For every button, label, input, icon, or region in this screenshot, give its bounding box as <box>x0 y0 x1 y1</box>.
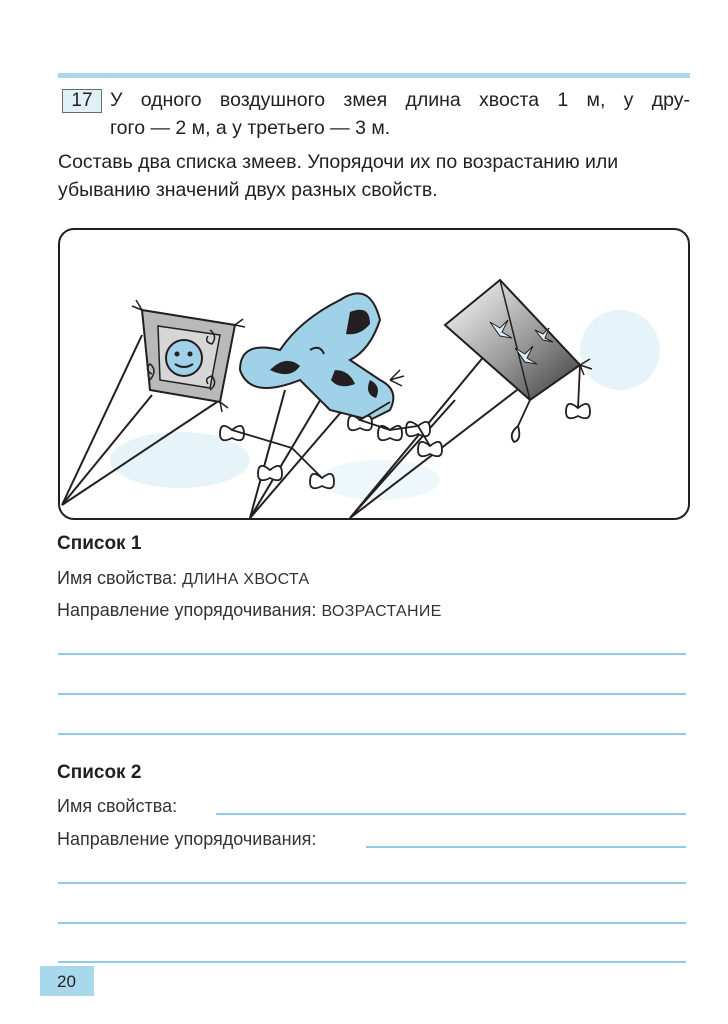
list1-property-row <box>57 568 309 589</box>
top-accent-rule <box>58 73 690 78</box>
task-statement-line1: У одного воздушного змея длина хвоста 1 м, у дру- <box>110 89 690 111</box>
kites-illustration <box>58 228 690 520</box>
list2-answer-line-2[interactable] <box>58 922 686 924</box>
page-number: 20 <box>57 972 76 991</box>
list2-answer-line-3[interactable] <box>58 961 686 963</box>
task-instruction: Составь два списка змеев. Упорядочи их по возрастанию или убыванию значений двух разных свойств. <box>58 151 619 201</box>
list1-property-value[interactable]: ДЛИНА ХВОСТА <box>182 571 310 588</box>
task-number-badge: 17 <box>62 89 102 113</box>
list1-answer-line-1[interactable] <box>58 653 686 655</box>
list2-direction-input-line[interactable] <box>366 846 686 848</box>
list1-heading: Список 1 <box>57 533 142 554</box>
list1-direction-row <box>57 600 442 621</box>
kite-3 <box>445 280 592 400</box>
task-statement-line2: гого — 2 м, а у третьего — 3 м. <box>110 117 391 139</box>
list1-property-label: Имя свойства: <box>57 568 178 588</box>
list1-answer-line-2[interactable] <box>58 693 686 695</box>
list1-direction-label: Направление упорядочивания: <box>57 600 317 620</box>
kite-1 <box>132 300 245 412</box>
kites-drawing <box>60 230 688 518</box>
list2-direction-label: Направление упорядочивания: <box>57 829 317 849</box>
list1-direction-value[interactable]: ВОЗРАСТАНИЕ <box>321 603 442 620</box>
list1-answer-line-3[interactable] <box>58 733 686 735</box>
list2-answer-line-1[interactable] <box>58 882 686 884</box>
list2-property-label: Имя свойства: <box>57 796 178 816</box>
kite-2 <box>240 293 404 420</box>
list2-property-input-line[interactable] <box>216 813 686 815</box>
list2-heading: Список 2 <box>57 762 142 783</box>
